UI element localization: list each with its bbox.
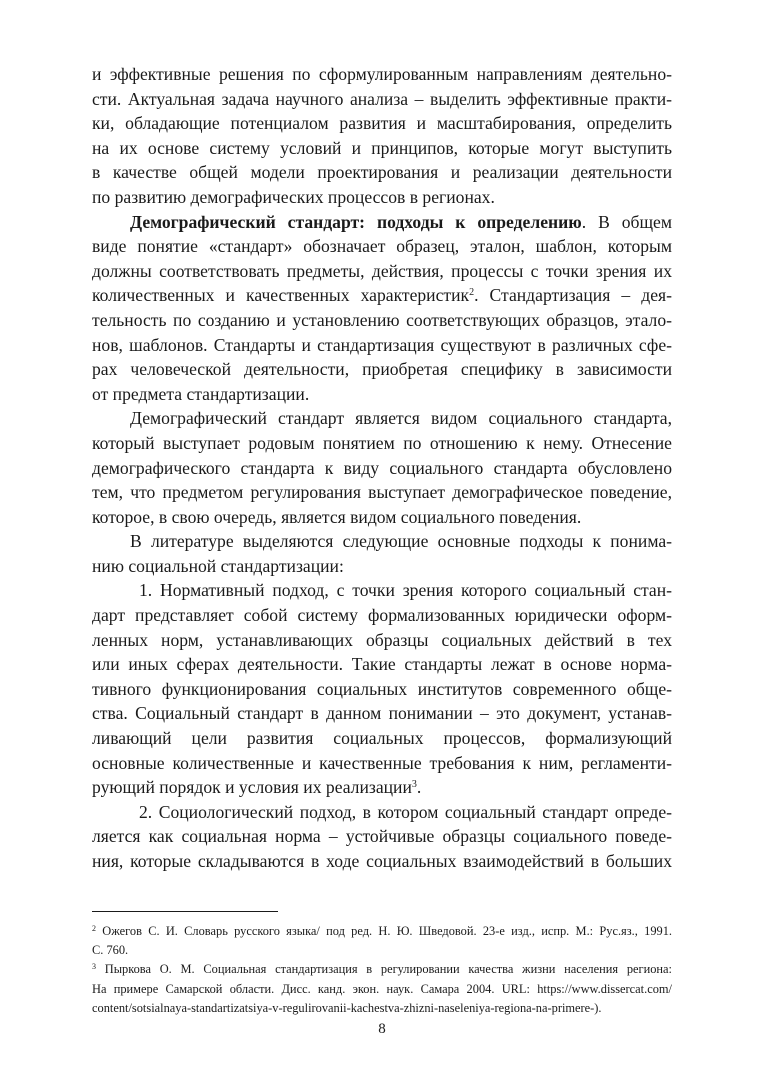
section-heading: Демографический стандарт: подходы к определению [130, 211, 582, 232]
footnote-divider [92, 911, 278, 912]
text-line: сти. Актуальная задача научного анализа – выделить эффективные практи- [92, 88, 672, 109]
text-fragment: . [416, 777, 422, 798]
text-fragment: количественных и качественных характеристик [92, 285, 470, 306]
text-line: ния, которые складываются в ходе социальных взаимодействий в больших [92, 851, 672, 871]
text-line: тивного функционирования социальных институтов современного обще- [92, 678, 672, 699]
text-line: нию социальной стандартизации: [92, 555, 344, 576]
footnote-ref[interactable]: 3 [411, 779, 417, 791]
text-line: 2. Социологический подход, в котором социальный стандарт опреде- [139, 801, 672, 822]
text-line: тельность по созданию и установлению соответствующих образцов, этало- [92, 309, 672, 330]
section-heading-line [92, 210, 672, 235]
footnote-text: Ожегов С. И. Словарь русского языка/ под ред. Н. Ю. Шведовой. 23-е изд., испр. М.: Рус.яз., 1991. [102, 924, 672, 938]
footnote-link[interactable]: content/sotsialnaya-standartizatsiya-v-regulirovanii-kachestva-zhizni-naseleniya-regiona-na-primere-). [92, 1000, 602, 1015]
text-line: в качестве общей модели проектирования и реализации деятельности [92, 162, 672, 183]
text-line: ленных норм, устанавливающих образцы социальных действий в тех [92, 629, 672, 650]
text-line: ства. Социальный стандарт в данном понимании – это документ, устанав- [92, 703, 672, 724]
text-line: ливающий цели развития социальных процессов, формализующий [92, 728, 672, 749]
text-line: от предмета стандартизации. [92, 383, 310, 404]
text-line: ки, обладающие потенциалом развития и масштабирования, определить [92, 113, 672, 134]
text-line: и эффективные решения по сформулированным направлениям деятельно- [92, 64, 672, 84]
text-line [92, 775, 672, 800]
footnote-number: 2 [92, 924, 96, 933]
text-line: Демографический стандарт является видом социального стандарта, [130, 408, 672, 429]
text-line: тем, что предметом регулирования выступает демографическое поведение, [92, 482, 672, 503]
footnote-2 [92, 922, 672, 941]
text-line: 1. Нормативный подход, с точки зрения которого социальный стан- [139, 580, 672, 601]
footnote-number: 3 [92, 962, 96, 972]
text-line: основные количественные и качественные требования к ним, регламенти- [92, 752, 672, 773]
footnote-text: На примере Самарской области. Дисс. канд. экон. наук. Самара 2004. URL: https://www.dissercat.com/ [92, 981, 672, 996]
text-line: которое, в свою очередь, является видом социального поведения. [92, 506, 582, 527]
footnote-3 [92, 960, 672, 979]
footnotes [92, 922, 672, 1018]
text-line: ляется как социальная норма – устойчивые образцы социального поведе- [92, 826, 672, 847]
text-line: дарт представляет собой систему формализованных юридически оформ- [92, 605, 672, 626]
text-line: нов, шаблонов. Стандарты и стандартизация существуют в различных сфе- [92, 334, 672, 355]
text-fragment: рующий порядок и условия их реализации [92, 777, 412, 798]
text-fragment: . В общем [581, 211, 672, 232]
page-body [92, 62, 672, 874]
text-line: должны соответствовать предметы, действия, процессы с точки зрения их [92, 260, 672, 281]
text-line: по развитию демографических процессов в регионах. [92, 186, 495, 207]
text-line: демографического стандарта к виду социального стандарта обусловлено [92, 457, 672, 478]
text-line: В литературе выделяются следующие основные подходы к понима- [130, 531, 672, 552]
footnote-text: Пыркова О. М. Социальная стандартизация в регулировании качества жизни населения региона: [104, 962, 672, 977]
text-line: или иных сферах деятельности. Такие стандарты лежат в основе норма- [92, 654, 672, 675]
text-line: который выступает родовым понятием по отношению к нему. Отнесение [92, 432, 672, 453]
footnote-ref[interactable]: 2 [469, 287, 475, 299]
footnote-text: С. 760. [92, 943, 129, 958]
text-fragment: . Стандартизация – дея- [474, 285, 672, 306]
text-line: на их основе систему условий и принципов, которые могут выступить [92, 137, 672, 158]
text-line: рах человеческой деятельности, приобретая специфику в зависимости [92, 359, 672, 380]
text-line [92, 283, 672, 308]
page-number: 8 [378, 1021, 386, 1037]
text-line: виде понятие «стандарт» обозначает образец, эталон, шаблон, которым [92, 236, 672, 257]
